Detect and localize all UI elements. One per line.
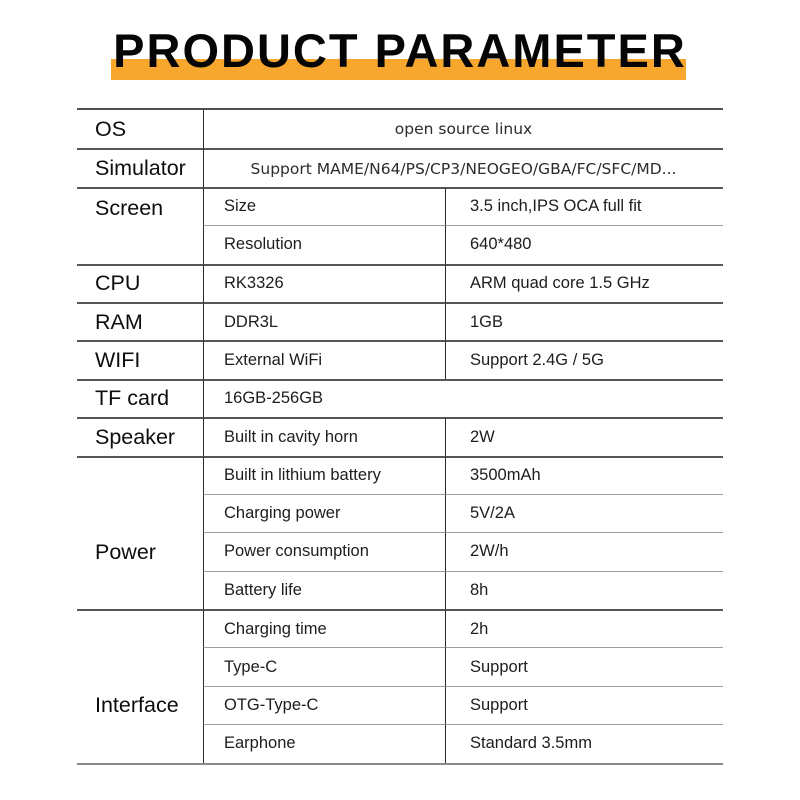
spec-value-cell: 3.5 inch,IPS OCA full fit <box>445 187 723 225</box>
spec-value-cell: Standard 3.5mm <box>445 724 723 762</box>
spec-section-label <box>77 456 203 610</box>
spec-value-cell: Support <box>445 647 723 685</box>
spec-value-cell: 640*480 <box>445 225 723 263</box>
spec-value-cell: 8h <box>445 571 723 609</box>
spec-merged-value: Support MAME/N64/PS/CP3/NEOGEO/GBA/FC/SFC/MD... <box>203 148 723 186</box>
spec-section-label-text: Screen <box>95 195 164 220</box>
spec-name-cell: DDR3L <box>203 302 445 340</box>
spec-value-cell: 2W/h <box>445 532 723 570</box>
spec-name-cell: Resolution <box>203 225 445 263</box>
spec-section-label-text: Interface <box>95 693 179 718</box>
spec-section-label <box>77 110 203 148</box>
spec-name-cell: External WiFi <box>203 340 445 378</box>
spec-value-cell: 1GB <box>445 302 723 340</box>
spec-value-cell: ARM quad core 1.5 GHz <box>445 264 723 302</box>
spec-section-label-text: Power <box>95 539 156 564</box>
spec-name-cell: Type-C <box>203 647 445 685</box>
spec-value-cell: 3500mAh <box>445 456 723 494</box>
spec-section-label-text: CPU <box>95 271 141 296</box>
spec-section-label-text: RAM <box>95 309 143 334</box>
spec-section-label <box>77 264 203 302</box>
spec-value-cell: Support 2.4G / 5G <box>445 340 723 378</box>
spec-value-cell: 2W <box>445 417 723 455</box>
spec-section-label <box>77 379 203 417</box>
spec-name-cell: OTG-Type-C <box>203 686 445 724</box>
title-block <box>0 0 800 100</box>
spec-name-cell: Power consumption <box>203 532 445 570</box>
spec-section-label-text: Simulator <box>95 156 186 181</box>
spec-value-cell: Support <box>445 686 723 724</box>
spec-name-cell: Charging power <box>203 494 445 532</box>
spec-name-cell: Earphone <box>203 724 445 762</box>
spec-section-label <box>77 340 203 378</box>
spec-table <box>77 108 723 765</box>
spec-name-cell: Built in cavity horn <box>203 417 445 455</box>
spec-section-label-text: TF card <box>95 386 170 411</box>
spec-section-label-text: OS <box>95 116 127 141</box>
spec-name-cell: Built in lithium battery <box>203 456 445 494</box>
spec-name-cell: Battery life <box>203 571 445 609</box>
spec-name-cell: Size <box>203 187 445 225</box>
spec-section-label <box>77 148 203 186</box>
spec-section-label-text: WIFI <box>95 348 141 373</box>
spec-value-cell: 2h <box>445 609 723 647</box>
spec-section-label <box>77 417 203 455</box>
spec-section-label <box>77 187 203 264</box>
spec-section-label-text: Speaker <box>95 424 176 449</box>
page-title: PRODUCT PARAMETER <box>113 24 687 77</box>
spec-name-cell: Charging time <box>203 609 445 647</box>
spec-merged-value: 16GB-256GB <box>203 379 723 417</box>
spec-name-cell: RK3326 <box>203 264 445 302</box>
spec-section-label <box>77 302 203 340</box>
spec-merged-value: open source linux <box>203 110 723 148</box>
spec-section-label <box>77 609 203 763</box>
spec-value-cell: 5V/2A <box>445 494 723 532</box>
